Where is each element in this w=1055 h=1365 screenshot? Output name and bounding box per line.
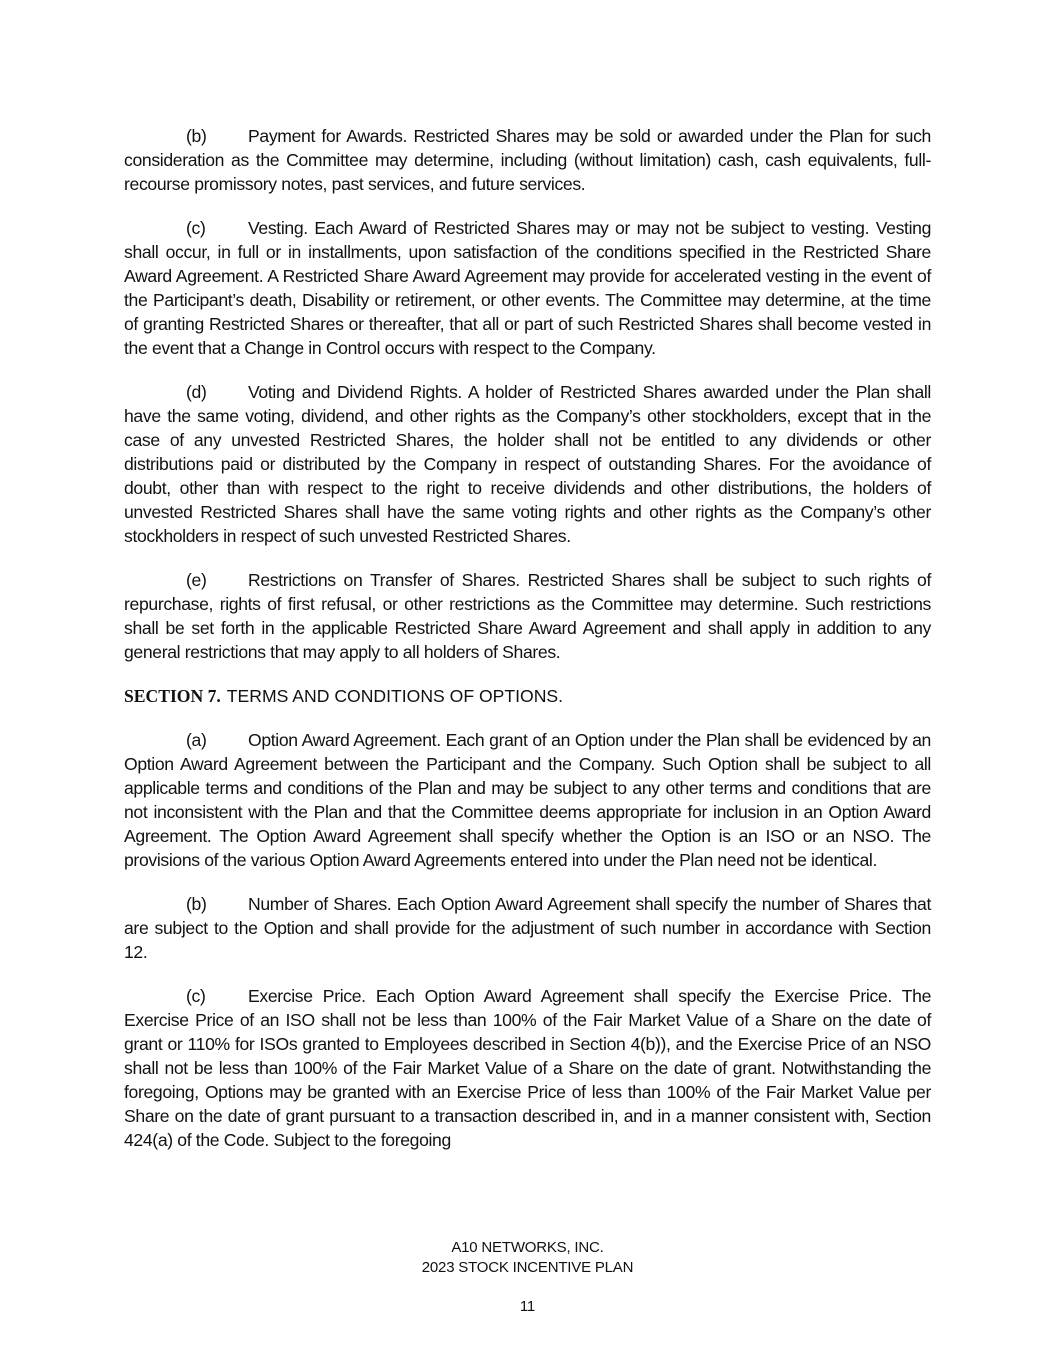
section6-paragraph-e xyxy=(124,568,931,664)
section6-paragraph-b xyxy=(124,124,931,196)
paragraph-letter: (a) xyxy=(186,730,207,750)
paragraph-letter: (d) xyxy=(186,382,207,402)
paragraph-text: Number of Shares. Each Option Award Agreement shall specify the number of Shares that are subject to the Option and shall provide for the adjustment of such number in accordance with Section 12. xyxy=(124,894,931,962)
paragraph-letter: (b) xyxy=(186,126,207,146)
page-number: 11 xyxy=(519,1298,536,1315)
paragraph-letter: (c) xyxy=(186,218,206,238)
paragraph-text: Voting and Dividend Rights. A holder of Restricted Shares awarded under the Plan shall have the same voting, dividend, and other rights as the Company’s other stockholders, except that in the case of any unvested Restricted Shares, the holder shall not be entitled to any dividends or other distributions paid or distributed by the Company in respect of outstanding Shares. For the avoidance of doubt, other than with respect to the right to receive dividends and other distributions, the holders of unvested Restricted Shares shall have the same voting rights and other rights as the Company’s other stockholders in respect of such unvested Restricted Shares. xyxy=(124,382,931,546)
paragraph-text: Exercise Price. Each Option Award Agreement shall specify the Exercise Price. The Exercise Price of an ISO shall not be less than 100% of the Fair Market Value of a Share on the date of grant or 110% for ISOs granted to Employees described in Section 4(b)), and the Exercise Price of an NSO shall not be less than 100% of the Fair Market Value of a Share on the date of grant. Notwithstanding the foregoing, Options may be granted with an Exercise Price of less than 100% of the Fair Market Value per Share on the date of grant pursuant to a transaction described in, and in a manner consistent with, Section 424(a) of the Code. Subject to the foregoing xyxy=(124,986,931,1150)
footer-plan-name: 2023 STOCK INCENTIVE PLAN xyxy=(421,1259,634,1276)
paragraph-text: Restrictions on Transfer of Shares. Restricted Shares shall be subject to such rights of repurchase, rights of first refusal, or other restrictions as the Committee may determine. Such restrictions shall be set forth in the applicable Restricted Share Award Agreement and shall apply in addition to any general restrictions that may apply to all holders of Shares. xyxy=(124,570,931,662)
document-body xyxy=(124,124,931,1172)
paragraph-text: Payment for Awards. Restricted Shares may be sold or awarded under the Plan for such consideration as the Committee may determine, including (without limitation) cash, cash equivalents, full-recourse promissory notes, past services, and future services. xyxy=(124,126,931,194)
section7-paragraph-b xyxy=(124,892,931,964)
section7-paragraph-c xyxy=(124,984,931,1152)
paragraph-letter: (c) xyxy=(186,986,206,1006)
section-title: TERMS AND CONDITIONS OF OPTIONS. xyxy=(226,686,564,706)
section6-paragraph-d xyxy=(124,380,931,548)
paragraph-text: Option Award Agreement. Each grant of an Option under the Plan shall be evidenced by an Option Award Agreement between the Participant and the Company. Such Option shall be subject to all applicable terms and conditions of the Plan and may be subject to any other terms and conditions that are not inconsistent with the Plan and that the Committee deems appropriate for inclusion in an Option Award Agreement. The Option Award Agreement shall specify whether the Option is an ISO or an NSO. The provisions of the various Option Award Agreements entered into under the Plan need not be identical. xyxy=(124,730,931,870)
section6-paragraph-c xyxy=(124,216,931,360)
section-number: SECTION 7. xyxy=(124,686,221,706)
section7-heading xyxy=(124,684,931,708)
section7-paragraph-a xyxy=(124,728,931,872)
paragraph-letter: (e) xyxy=(186,570,207,590)
footer-company-name: A10 NETWORKS, INC. xyxy=(451,1239,604,1256)
paragraph-text: Vesting. Each Award of Restricted Shares may or may not be subject to vesting. Vesting shall occur, in full or in installments, upon satisfaction of the conditions specified in the Restricted Share Award Agreement. A Restricted Share Award Agreement may provide for accelerated vesting in the event of the Participant’s death, Disability or retirement, or other events. The Committee may determine, at the time of granting Restricted Shares or thereafter, that all or part of such Restricted Shares shall become vested in the event that a Change in Control occurs with respect to the Company. xyxy=(124,218,931,358)
paragraph-letter: (b) xyxy=(186,894,207,914)
